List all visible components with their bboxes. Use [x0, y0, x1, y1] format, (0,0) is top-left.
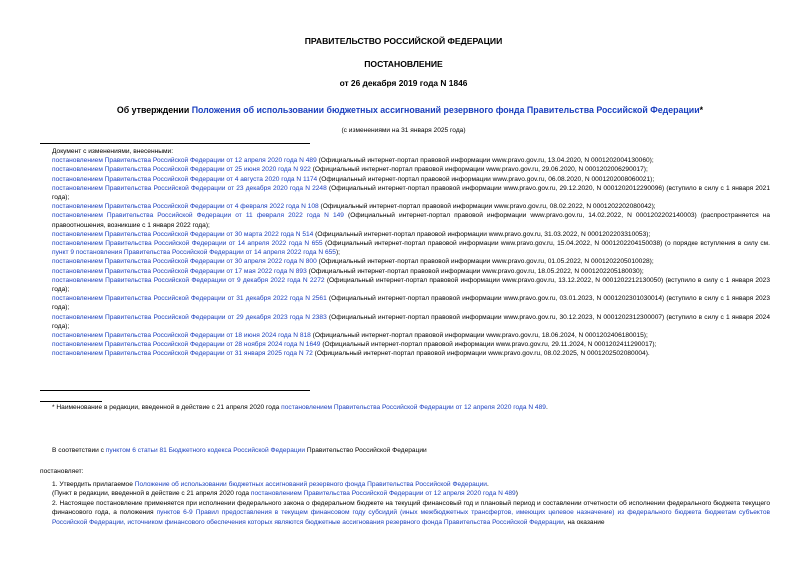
change-text: (Официальный интернет-портал правовой информации www.pravo.gov.ru, 01.05.2022, N 0001202205010028); — [316, 258, 654, 266]
change-text: (Официальный интернет-портал правовой информации www.pravo.gov.ru, 31.03.2022, N 0001202203310053); — [313, 230, 651, 238]
change-item — [40, 230, 770, 239]
change-link[interactable]: постановлением Правительства Российской Федерации от 14 апреля 2022 года N 655 — [52, 240, 323, 248]
subject-prefix: Об утверждении — [116, 105, 192, 115]
change-item — [40, 184, 770, 202]
basis-prefix: В соответствии с — [52, 447, 106, 454]
change-item — [40, 294, 770, 312]
change-text: (Официальный интернет-портал правовой информации www.pravo.gov.ru, 30.12.2023, N 0001202312300007) (вступило в силу с 1 января 2024 года); — [52, 313, 770, 330]
change-link[interactable]: постановлением Правительства Российской Федерации от 30 апреля 2022 года N 800 — [52, 258, 317, 266]
subject-suffix: * — [699, 105, 704, 115]
change-text: (Официальный интернет-портал правовой информации www.pravo.gov.ru, 15.04.2022, N 0001202204150038) (о порядке вступления в силу см. — [322, 240, 770, 248]
change-text: (Официальный интернет-портал правовой информации www.pravo.gov.ru, 03.01.2023, N 0001202301030014) (вступило в силу с 1 января 2023 года); — [52, 295, 770, 312]
change-text: (Официальный интернет-портал правовой информации www.pravo.gov.ru, 18.05.2022, N 0001202205180030); — [306, 267, 644, 275]
change-text-secondary: ); — [335, 249, 340, 257]
item-1-note — [40, 489, 770, 498]
decree-items — [40, 480, 770, 527]
changes-list — [40, 147, 770, 359]
change-text: (Официальный интернет-портал правовой информации www.pravo.gov.ru, 29.06.2020, N 0001202006290017); — [310, 166, 648, 174]
change-item — [40, 239, 770, 257]
doc-date-number: от 26 декабря 2019 года N 1846 — [339, 78, 468, 88]
change-link[interactable]: постановлением Правительства Российской Федерации от 30 марта 2022 года N 514 — [52, 230, 314, 238]
item-1 — [40, 480, 770, 489]
change-text: (Официальный интернет-портал правовой информации www.pravo.gov.ru, 08.02.2025, N 0001202502080004). — [312, 350, 650, 358]
change-text: (Официальный интернет-портал правовой информации www.pravo.gov.ru, 18.06.2024, N 0001202406180015); — [310, 332, 648, 340]
change-link-secondary[interactable]: пункт 9 постановления Правительства Российской Федерации от 14 апреля 2022 года N 655 — [52, 249, 336, 257]
change-text: (Официальный интернет-портал правовой информации www.pravo.gov.ru, 13.12.2022, N 0001202212130050) (вступило в силу с 1 января 2023 года); — [52, 276, 770, 294]
change-link[interactable]: постановлением Правительства Российской Федерации от 18 июня 2024 года N 818 — [52, 332, 311, 340]
change-link[interactable]: постановлением Правительства Российской Федерации от 4 августа 2020 года N 1174 — [52, 175, 318, 183]
change-item — [40, 202, 770, 211]
change-item — [40, 349, 770, 358]
change-link[interactable]: постановлением Правительства Российской Федерации от 4 февраля 2022 года N 108 — [52, 203, 319, 211]
footnote — [52, 404, 772, 411]
divider-top — [40, 143, 310, 144]
government-title: ПРАВИТЕЛЬСТВО РОССИЙСКОЙ ФЕДЕРАЦИИ — [304, 36, 503, 46]
change-item — [40, 340, 770, 349]
changes-intro: Документ с изменениями, внесенными: — [52, 148, 174, 155]
basis-suffix: Правительство Российской Федерации — [305, 447, 427, 454]
change-item — [40, 267, 770, 276]
change-link[interactable]: постановлением Правительства Российской Федерации от 9 декабря 2022 года N 2272 — [52, 276, 325, 284]
change-link[interactable]: постановлением Правительства Российской Федерации от 12 апреля 2020 года N 489 — [52, 157, 317, 165]
change-link[interactable]: постановлением Правительства Российской Федерации от 23 декабря 2020 года N 2248 — [52, 184, 327, 192]
divider-bottom — [40, 390, 310, 391]
change-item — [40, 257, 770, 266]
change-link[interactable]: постановлением Правительства Российской Федерации от 11 февраля 2022 года N 149 — [52, 212, 344, 220]
change-link[interactable]: постановлением Правительства Российской Федерации от 31 января 2025 года N 72 — [52, 350, 313, 358]
basis-paragraph — [40, 446, 782, 455]
change-text: (Официальный интернет-портал правовой информации www.pravo.gov.ru, 29.11.2024, N 0001202411290017); — [320, 341, 657, 349]
change-link[interactable]: постановлением Правительства Российской Федерации от 17 мая 2022 года N 893 — [52, 267, 307, 275]
basis-link[interactable]: пунктом 6 статьи 81 Бюджетного кодекса Российской Федерации — [105, 447, 305, 454]
item-2 — [40, 499, 770, 527]
change-item — [40, 313, 770, 331]
change-text: (Официальный интернет-портал правовой информации www.pravo.gov.ru, 08.02.2022, N 0001202202080042); — [318, 203, 656, 211]
item-1-end: . — [486, 481, 489, 488]
item-1-note-prefix: (Пункт в редакции, введенной в действие с 21 апреля 2020 года — [52, 490, 251, 498]
footnote-end: . — [545, 404, 548, 411]
footnote-text: * Наименование в редакции, введенной в действие с 21 апреля 2020 года — [52, 404, 282, 411]
item-2-link[interactable]: пунктов 6-9 Правил предоставления в текущем финансовом году субсидий (иных межбюджетных трансфертов, имеющих целевое назначение) из федерального бюджета бюджетам субъектов Российской Федерации, источником финансового обеспечения которых являются бюджетные ассигнования резервного фонда Правительства Российской Федерации — [52, 509, 770, 526]
change-text: (Официальный интернет-портал правовой информации www.pravo.gov.ru, 29.12.2020, N 0001202012290096) (вступило в силу с 1 января 2021 года); — [52, 184, 770, 202]
footnote-divider — [40, 401, 102, 402]
change-link[interactable]: постановлением Правительства Российской Федерации от 25 июня 2020 года N 922 — [52, 166, 311, 174]
item-1-note-end: ) — [515, 490, 518, 498]
decree-word: постановляет: — [40, 468, 84, 475]
change-item — [40, 331, 770, 340]
change-item — [40, 211, 770, 229]
footnote-link[interactable]: постановлением Правительства Российской Федерации от 12 апреля 2020 года N 489 — [281, 404, 546, 411]
item-2-text-end: , на оказание — [563, 518, 605, 526]
change-item — [40, 276, 770, 294]
doc-type-title: ПОСТАНОВЛЕНИЕ — [364, 59, 443, 69]
change-item — [40, 175, 770, 184]
change-text: (Официальный интернет-портал правовой информации www.pravo.gov.ru, 14.02.2022, N 0001202202140003) (распространяется на правоотношения, возникшие с 1 января 2022 года); — [52, 212, 770, 229]
change-link[interactable]: постановлением Правительства Российской Федерации от 31 декабря 2022 года N 2561 — [52, 295, 327, 303]
subject-link[interactable]: Положения об использовании бюджетных ассигнований резервного фонда Правительства Российской Федерации — [191, 105, 700, 115]
item-2-text: 2. Настоящее постановление применяется при исполнении федерального закона о федеральном бюджете на текущий финансовый год и плановый период и составлении отчетности об исполнении федерального бюджета текущего финансового года, а положения — [52, 499, 770, 517]
change-text: (Официальный интернет-портал правовой информации www.pravo.gov.ru, 13.04.2020, N 0001202004130060); — [316, 157, 654, 165]
change-link[interactable]: постановлением Правительства Российской Федерации от 28 ноября 2024 года N 1649 — [52, 341, 321, 349]
change-link[interactable]: постановлением Правительства Российской Федерации от 29 декабря 2023 года N 2383 — [52, 313, 327, 321]
item-1-link[interactable]: Положение об использовании бюджетных ассигнований резервного фонда Правительства Российской Федерации — [134, 481, 487, 488]
revision-note: (с изменениями на 31 января 2025 года) — [341, 127, 466, 134]
item-1-prefix: 1. Утвердить прилагаемое — [52, 481, 135, 488]
item-1-note-link[interactable]: постановлением Правительства Российской Федерации от 12 апреля 2020 года N 489 — [250, 490, 516, 498]
change-item — [40, 165, 770, 174]
document-subject — [60, 105, 760, 115]
change-text: (Официальный интернет-портал правовой информации www.pravo.gov.ru, 06.08.2020, N 0001202008060021); — [317, 175, 655, 183]
change-item — [40, 156, 770, 165]
